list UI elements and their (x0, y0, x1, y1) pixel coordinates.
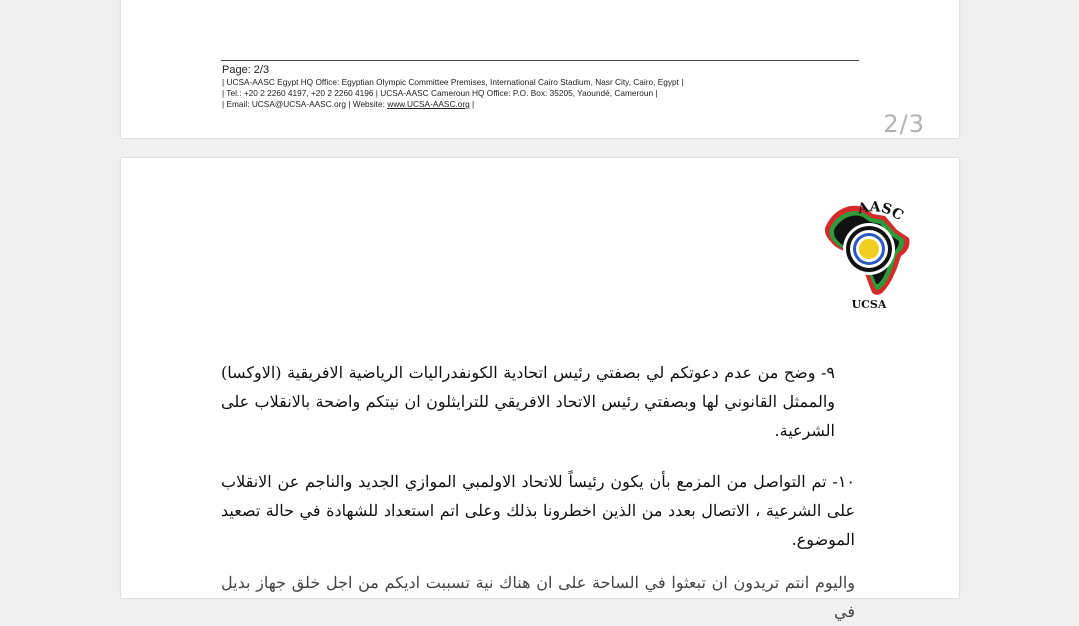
document-page-3 (121, 158, 959, 621)
ucsa-aasc-logo (813, 194, 925, 314)
paragraph-10: ١٠- تم التواصل من المزمع بأن يكون رئيساً للاتحاد الاولمبي الموازي الجديد والناجم عن الانقلاب على الشرعية ، الاتصال بعدد من الذين اخطرونا بذلك وعلى اتم استعداد للشهادة في حالة تصعيد الموضوع. (221, 472, 855, 549)
document-page-2 (121, 0, 959, 138)
footer-website-link[interactable]: www.UCSA-AASC.org (387, 99, 470, 109)
logo-arc-text: AASC (856, 199, 907, 225)
paragraph-continued: واليوم انتم تريدون ان تبعثوا في الساحة على ان هناك نية تسببت اديكم من اجل خلق جهاز بديل في (221, 573, 855, 621)
footer-address-cameroun: | Tel.: +20 2 2260 4197, +20 2 2260 4196 | UCSA-AASC Cameroun HQ Office: P.O. Box: 35205, Yaoundé, Cameroun | (222, 88, 658, 98)
page-counter: 2/3 (883, 110, 925, 138)
footer-email: | Email: UCSA@UCSA-AASC.org | Website: (222, 99, 388, 109)
page-footer (222, 64, 683, 110)
footer-address-egypt: | UCSA-AASC Egypt HQ Office: Egyptian Olympic Committee Premises, International Cairo Stadium, Nasr City, Cairo, Egypt | (222, 77, 684, 87)
footer-contact-line (222, 99, 683, 110)
africa-logo-graphic (813, 194, 925, 314)
footer-contact-end: | (469, 99, 475, 109)
paragraph-9: ٩- وضح من عدم دعوتكم لي بصفتي رئيس اتحادية الكونفدراليات الرياضية الافريقية (الاوكسا) والممثل القانوني لها وبصفتي رئيس الاتحاد الافريقي للترايثلون ان نيتكم واضحة بالانقلاب على الشرعية. (221, 363, 835, 440)
ring-yellow (859, 239, 879, 259)
footer-page-label: Page: 2/3 (222, 64, 270, 76)
letter-body (221, 358, 861, 626)
footer-divider (221, 60, 859, 61)
logo-ucsa-text: UCSA (851, 298, 887, 311)
